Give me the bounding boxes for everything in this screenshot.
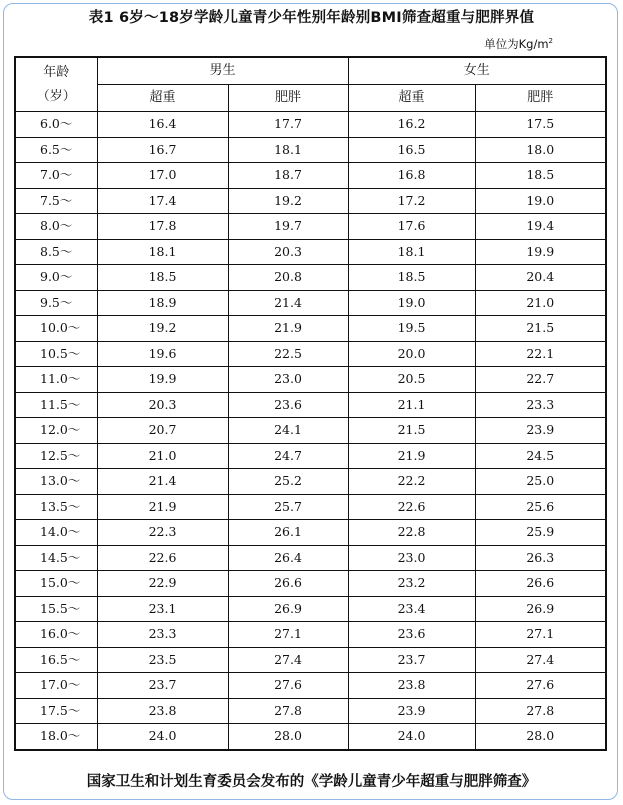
female-overweight-cell: 17.2 (348, 188, 475, 214)
table-title: 表1 6岁～18岁学龄儿童青少年性别年龄别BMI筛查超重与肥胖界值 (88, 10, 535, 26)
male-overweight-cell: 22.3 (97, 520, 228, 546)
male-overweight-cell: 19.2 (97, 316, 228, 342)
female-obese-cell: 23.3 (475, 392, 606, 418)
male-overweight-cell: 20.3 (97, 392, 228, 418)
female-obese-cell: 27.4 (475, 647, 606, 673)
male-overweight-cell: 17.4 (97, 188, 228, 214)
age-cell: 15.0～ (15, 571, 97, 597)
table-row (15, 112, 606, 138)
table-row (15, 622, 606, 648)
female-overweight-cell: 23.9 (348, 698, 475, 724)
table-row (15, 316, 606, 342)
male-obese-cell: 26.6 (228, 571, 348, 597)
unit-text: 单位为Kg/m (484, 37, 549, 51)
male-obese-cell: 27.1 (228, 622, 348, 648)
age-cell: 15.5～ (15, 596, 97, 622)
female-overweight-cell: 22.2 (348, 469, 475, 495)
table-header (15, 57, 606, 112)
female-overweight-cell: 23.6 (348, 622, 475, 648)
female-overweight-cell: 21.9 (348, 443, 475, 469)
female-obese-cell: 28.0 (475, 724, 606, 750)
female-obese-cell: 19.9 (475, 239, 606, 265)
male-obese-cell: 25.2 (228, 469, 348, 495)
age-cell: 17.0～ (15, 673, 97, 699)
female-obese-cell: 18.0 (475, 137, 606, 163)
male-obese-cell: 26.9 (228, 596, 348, 622)
male-obese-cell: 26.4 (228, 545, 348, 571)
male-overweight-cell: 23.7 (97, 673, 228, 699)
male-overweight-cell: 23.5 (97, 647, 228, 673)
female-overweight-cell: 16.8 (348, 163, 475, 189)
table-row (15, 188, 606, 214)
male-overweight-cell: 19.9 (97, 367, 228, 393)
table-row (15, 545, 606, 571)
age-cell: 6.0～ (15, 112, 97, 138)
female-overweight-cell: 22.8 (348, 520, 475, 546)
table-row (15, 163, 606, 189)
table-row (15, 494, 606, 520)
female-overweight-cell: 16.5 (348, 137, 475, 163)
female-overweight-cell: 23.2 (348, 571, 475, 597)
female-overweight-cell: 20.0 (348, 341, 475, 367)
unit-superscript: 2 (548, 37, 553, 46)
bmi-table (14, 56, 607, 751)
male-obese-cell: 24.7 (228, 443, 348, 469)
source-footer: 国家卫生和计划生育委员会发布的《学龄儿童青少年超重与肥胖筛查》 (86, 774, 537, 790)
table-row (15, 698, 606, 724)
male-overweight-cell: 24.0 (97, 724, 228, 750)
age-cell: 9.0～ (15, 265, 97, 291)
age-cell: 13.5～ (15, 494, 97, 520)
female-overweight-cell: 23.4 (348, 596, 475, 622)
female-overweight-cell: 23.8 (348, 673, 475, 699)
female-obese-cell: 24.5 (475, 443, 606, 469)
header-age (15, 57, 97, 112)
female-obese-cell: 23.9 (475, 418, 606, 444)
table-row (15, 137, 606, 163)
age-cell: 14.0～ (15, 520, 97, 546)
male-overweight-cell: 22.9 (97, 571, 228, 597)
male-obese-cell: 27.4 (228, 647, 348, 673)
male-overweight-cell: 19.6 (97, 341, 228, 367)
female-overweight-cell: 19.0 (348, 290, 475, 316)
table-row (15, 596, 606, 622)
female-obese-cell: 26.9 (475, 596, 606, 622)
header-age-line1: 年龄 (43, 64, 70, 80)
male-obese-cell: 19.7 (228, 214, 348, 240)
table-row (15, 673, 606, 699)
female-overweight-cell: 20.5 (348, 367, 475, 393)
table-body (15, 112, 606, 750)
table-row (15, 520, 606, 546)
age-cell: 18.0～ (15, 724, 97, 750)
male-overweight-cell: 21.9 (97, 494, 228, 520)
table-row (15, 214, 606, 240)
male-overweight-cell: 18.9 (97, 290, 228, 316)
female-obese-cell: 20.4 (475, 265, 606, 291)
female-overweight-cell: 24.0 (348, 724, 475, 750)
male-obese-cell: 19.2 (228, 188, 348, 214)
age-cell: 10.0～ (15, 316, 97, 342)
header-female-overweight: 超重 (348, 85, 475, 112)
male-overweight-cell: 16.7 (97, 137, 228, 163)
male-overweight-cell: 16.4 (97, 112, 228, 138)
header-male-obese: 肥胖 (228, 85, 348, 112)
male-obese-cell: 20.3 (228, 239, 348, 265)
header-female-obese: 肥胖 (475, 85, 606, 112)
female-obese-cell: 26.6 (475, 571, 606, 597)
male-obese-cell: 17.7 (228, 112, 348, 138)
male-obese-cell: 22.5 (228, 341, 348, 367)
age-cell: 17.5～ (15, 698, 97, 724)
female-overweight-cell: 23.7 (348, 647, 475, 673)
male-obese-cell: 23.0 (228, 367, 348, 393)
table-row (15, 571, 606, 597)
male-overweight-cell: 23.3 (97, 622, 228, 648)
male-obese-cell: 21.4 (228, 290, 348, 316)
female-obese-cell: 21.5 (475, 316, 606, 342)
male-overweight-cell: 21.0 (97, 443, 228, 469)
age-cell: 11.0～ (15, 367, 97, 393)
male-obese-cell: 18.1 (228, 137, 348, 163)
male-overweight-cell: 20.7 (97, 418, 228, 444)
table-row (15, 443, 606, 469)
male-overweight-cell: 17.8 (97, 214, 228, 240)
table-row (15, 647, 606, 673)
female-obese-cell: 19.4 (475, 214, 606, 240)
age-cell: 16.0～ (15, 622, 97, 648)
age-cell: 11.5～ (15, 392, 97, 418)
age-cell: 13.0～ (15, 469, 97, 495)
female-obese-cell: 26.3 (475, 545, 606, 571)
male-obese-cell: 27.6 (228, 673, 348, 699)
header-male: 男生 (97, 57, 348, 85)
header-age-line2: （岁） (36, 88, 76, 104)
table-row (15, 469, 606, 495)
male-overweight-cell: 18.1 (97, 239, 228, 265)
age-cell: 12.5～ (15, 443, 97, 469)
male-overweight-cell: 21.4 (97, 469, 228, 495)
female-overweight-cell: 18.1 (348, 239, 475, 265)
male-obese-cell: 23.6 (228, 392, 348, 418)
age-cell: 12.0～ (15, 418, 97, 444)
male-obese-cell: 18.7 (228, 163, 348, 189)
female-overweight-cell: 21.1 (348, 392, 475, 418)
female-overweight-cell: 17.6 (348, 214, 475, 240)
age-cell: 8.5～ (15, 239, 97, 265)
table-row (15, 724, 606, 750)
age-cell: 14.5～ (15, 545, 97, 571)
female-obese-cell: 27.6 (475, 673, 606, 699)
female-obese-cell: 25.9 (475, 520, 606, 546)
female-obese-cell: 22.7 (475, 367, 606, 393)
age-cell: 10.5～ (15, 341, 97, 367)
male-overweight-cell: 23.1 (97, 596, 228, 622)
male-overweight-cell: 17.0 (97, 163, 228, 189)
female-overweight-cell: 18.5 (348, 265, 475, 291)
female-obese-cell: 27.8 (475, 698, 606, 724)
female-obese-cell: 17.5 (475, 112, 606, 138)
header-male-overweight: 超重 (97, 85, 228, 112)
female-overweight-cell: 16.2 (348, 112, 475, 138)
table-row (15, 392, 606, 418)
female-overweight-cell: 19.5 (348, 316, 475, 342)
female-obese-cell: 18.5 (475, 163, 606, 189)
female-obese-cell: 25.0 (475, 469, 606, 495)
table-row (15, 367, 606, 393)
female-obese-cell: 21.0 (475, 290, 606, 316)
male-overweight-cell: 22.6 (97, 545, 228, 571)
male-obese-cell: 24.1 (228, 418, 348, 444)
female-obese-cell: 19.0 (475, 188, 606, 214)
male-overweight-cell: 23.8 (97, 698, 228, 724)
table-row (15, 418, 606, 444)
header-female: 女生 (348, 57, 606, 85)
age-cell: 7.0～ (15, 163, 97, 189)
female-overweight-cell: 22.6 (348, 494, 475, 520)
table-row (15, 341, 606, 367)
male-obese-cell: 20.8 (228, 265, 348, 291)
table-row (15, 290, 606, 316)
female-overweight-cell: 21.5 (348, 418, 475, 444)
unit-label (484, 36, 553, 52)
female-obese-cell: 22.1 (475, 341, 606, 367)
age-cell: 7.5～ (15, 188, 97, 214)
age-cell: 9.5～ (15, 290, 97, 316)
age-cell: 8.0～ (15, 214, 97, 240)
male-obese-cell: 21.9 (228, 316, 348, 342)
table-row (15, 239, 606, 265)
age-cell: 6.5～ (15, 137, 97, 163)
male-obese-cell: 25.7 (228, 494, 348, 520)
male-obese-cell: 27.8 (228, 698, 348, 724)
female-overweight-cell: 23.0 (348, 545, 475, 571)
male-obese-cell: 26.1 (228, 520, 348, 546)
female-obese-cell: 25.6 (475, 494, 606, 520)
table-row (15, 265, 606, 291)
age-cell: 16.5～ (15, 647, 97, 673)
male-obese-cell: 28.0 (228, 724, 348, 750)
male-overweight-cell: 18.5 (97, 265, 228, 291)
female-obese-cell: 27.1 (475, 622, 606, 648)
